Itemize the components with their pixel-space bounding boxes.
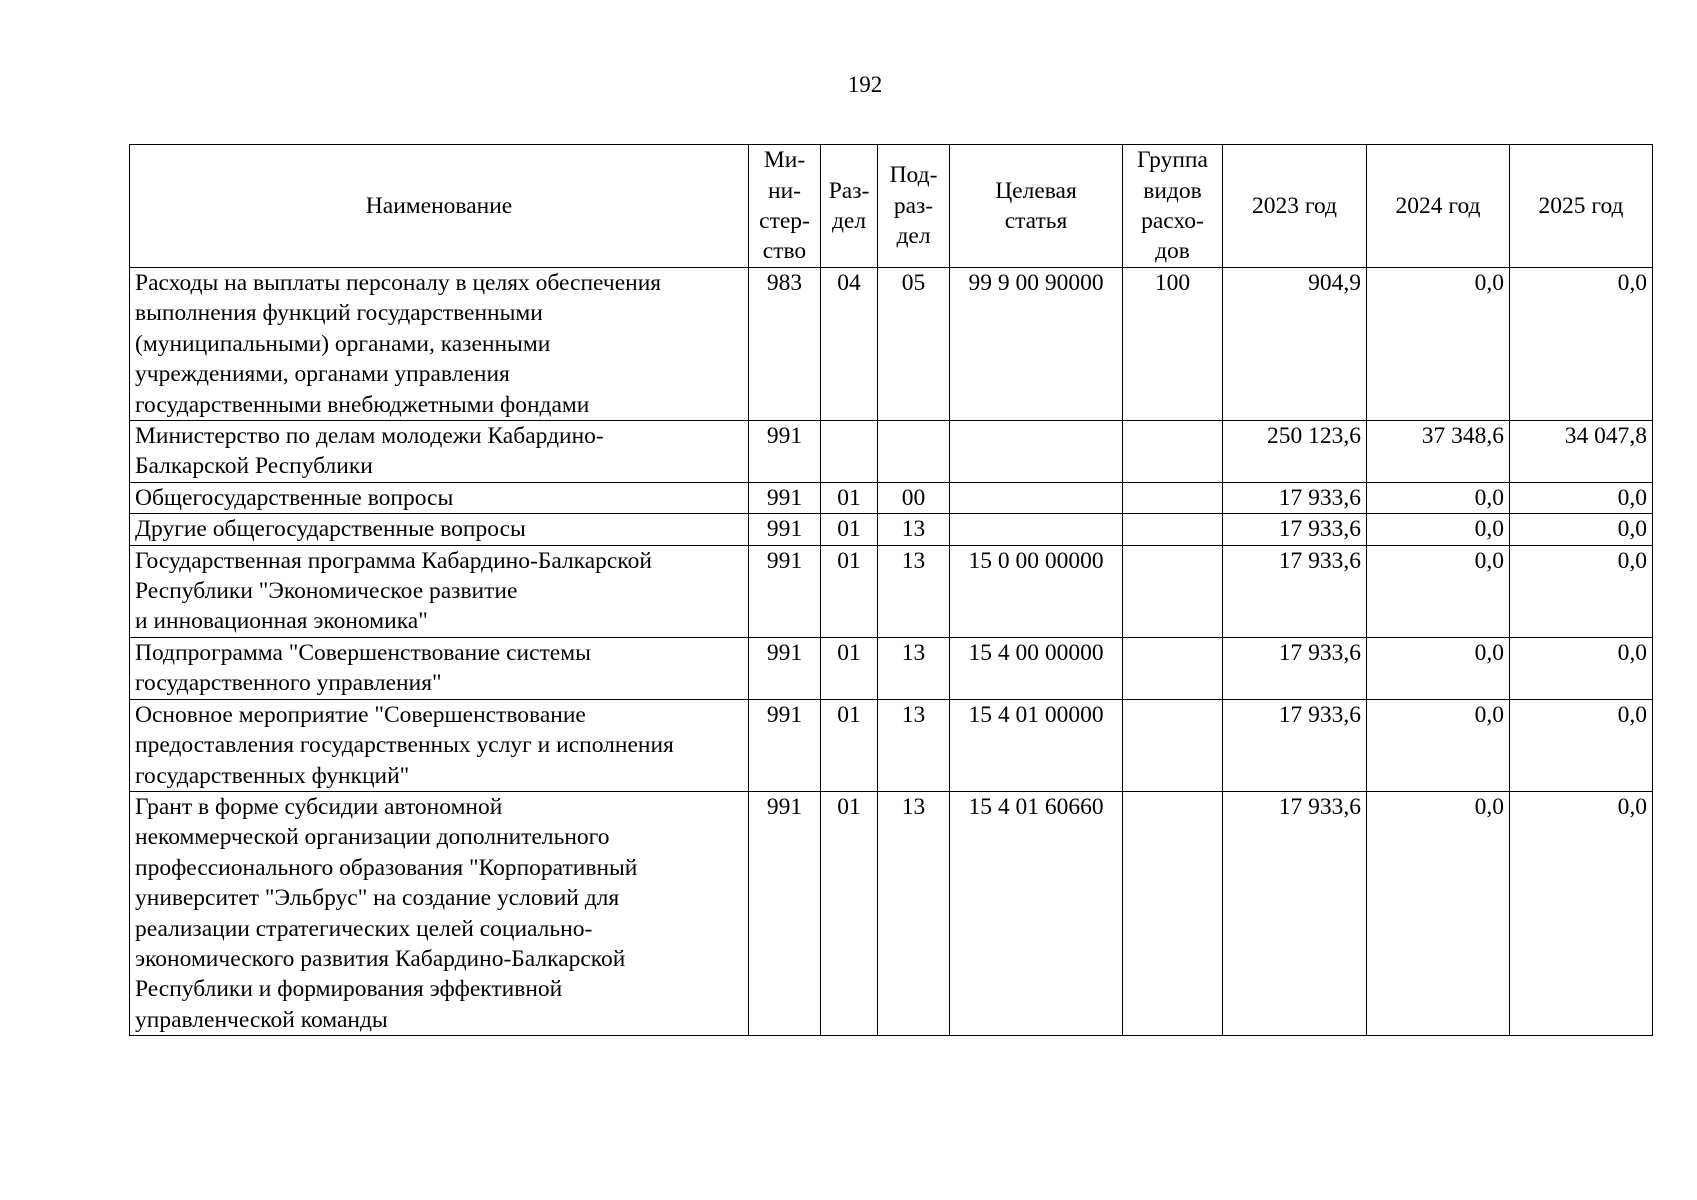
table-header <box>130 145 1653 268</box>
header-ministry: Ми- ни- стер- ство <box>749 145 821 268</box>
header-subsection: Под- раз- дел <box>878 145 950 268</box>
row-subsection: 00 <box>878 482 950 513</box>
row-subsection: 13 <box>878 791 950 1035</box>
row-ministry: 991 <box>749 637 821 699</box>
header-section: Раз- дел <box>821 145 878 268</box>
table-row <box>130 545 1653 637</box>
row-2024: 0,0 <box>1367 545 1510 637</box>
row-target: 15 0 00 00000 <box>950 545 1123 637</box>
row-ministry: 991 <box>749 791 821 1035</box>
row-2024: 0,0 <box>1367 637 1510 699</box>
row-name: Основное мероприятие "Совершенствование предоставления государственных услуг и исполнения государственных функций" <box>130 699 749 791</box>
row-target <box>950 482 1123 513</box>
header-2023: 2023 год <box>1223 145 1367 268</box>
row-ministry: 991 <box>749 421 821 483</box>
row-2023: 250 123,6 <box>1223 421 1367 483</box>
row-section: 01 <box>821 514 878 545</box>
table-row <box>130 268 1653 421</box>
table-row <box>130 421 1653 483</box>
row-ministry: 991 <box>749 514 821 545</box>
row-2025: 0,0 <box>1510 514 1653 545</box>
budget-table <box>129 144 1653 1036</box>
table-row <box>130 637 1653 699</box>
row-section: 01 <box>821 699 878 791</box>
row-target: 15 4 00 00000 <box>950 637 1123 699</box>
row-2024: 37 348,6 <box>1367 421 1510 483</box>
row-2025: 0,0 <box>1510 268 1653 421</box>
row-name: Министерство по делам молодежи Кабардино- Балкарской Республики <box>130 421 749 483</box>
row-name: Другие общегосударственные вопросы <box>130 514 749 545</box>
table-row <box>130 514 1653 545</box>
row-expense-group <box>1123 514 1223 545</box>
row-subsection: 13 <box>878 637 950 699</box>
row-2025: 0,0 <box>1510 545 1653 637</box>
row-target: 99 9 00 90000 <box>950 268 1123 421</box>
row-2023: 17 933,6 <box>1223 637 1367 699</box>
row-subsection <box>878 421 950 483</box>
row-section: 01 <box>821 637 878 699</box>
row-expense-group <box>1123 699 1223 791</box>
row-2023: 17 933,6 <box>1223 545 1367 637</box>
row-2025: 0,0 <box>1510 637 1653 699</box>
row-section: 01 <box>821 791 878 1035</box>
table-row <box>130 482 1653 513</box>
header-row <box>130 145 1653 268</box>
row-2024: 0,0 <box>1367 699 1510 791</box>
row-2024: 0,0 <box>1367 791 1510 1035</box>
row-2023: 17 933,6 <box>1223 514 1367 545</box>
row-section: 04 <box>821 268 878 421</box>
row-section: 01 <box>821 482 878 513</box>
row-ministry: 983 <box>749 268 821 421</box>
header-expense-group: Группа видов расхо- дов <box>1123 145 1223 268</box>
header-2024: 2024 год <box>1367 145 1510 268</box>
row-section: 01 <box>821 545 878 637</box>
row-expense-group <box>1123 421 1223 483</box>
row-name: Государственная программа Кабардино-Балкарской Республики "Экономическое развитие и инновационная экономика" <box>130 545 749 637</box>
row-2023: 17 933,6 <box>1223 482 1367 513</box>
row-name: Расходы на выплаты персоналу в целях обеспечения выполнения функций государственными (муниципальными) органами, казенными учреждениями, органами управления государственными внебюджетными фондами <box>130 268 749 421</box>
row-subsection: 13 <box>878 545 950 637</box>
row-target: 15 4 01 60660 <box>950 791 1123 1035</box>
header-target: Целевая статья <box>950 145 1123 268</box>
page-number: 192 <box>847 72 883 97</box>
row-name: Общегосударственные вопросы <box>130 482 749 513</box>
row-subsection: 13 <box>878 699 950 791</box>
table-row <box>130 699 1653 791</box>
row-2023: 904,9 <box>1223 268 1367 421</box>
row-target <box>950 421 1123 483</box>
row-section <box>821 421 878 483</box>
row-name: Грант в форме субсидии автономной некоммерческой организации дополнительного профессионального образования "Корпоративный университет "Эльбрус" на создание условий для реализации стратегических целей социально- экономического развития Кабардино-Балкарской Республики и формирования эффективной управленческой команды <box>130 791 749 1035</box>
row-2025: 0,0 <box>1510 699 1653 791</box>
row-target <box>950 514 1123 545</box>
row-2025: 34 047,8 <box>1510 421 1653 483</box>
row-target: 15 4 01 00000 <box>950 699 1123 791</box>
row-expense-group <box>1123 791 1223 1035</box>
header-2025: 2025 год <box>1510 145 1653 268</box>
row-2023: 17 933,6 <box>1223 791 1367 1035</box>
row-2025: 0,0 <box>1510 482 1653 513</box>
table-row <box>130 791 1653 1035</box>
row-name: Подпрограмма "Совершенствование системы государственного управления" <box>130 637 749 699</box>
row-expense-group <box>1123 482 1223 513</box>
row-2025: 0,0 <box>1510 791 1653 1035</box>
row-2024: 0,0 <box>1367 268 1510 421</box>
row-ministry: 991 <box>749 699 821 791</box>
row-2023: 17 933,6 <box>1223 699 1367 791</box>
row-subsection: 13 <box>878 514 950 545</box>
row-expense-group <box>1123 545 1223 637</box>
row-2024: 0,0 <box>1367 482 1510 513</box>
header-name: Наименование <box>130 145 749 268</box>
row-subsection: 05 <box>878 268 950 421</box>
row-2024: 0,0 <box>1367 514 1510 545</box>
row-ministry: 991 <box>749 545 821 637</box>
row-expense-group <box>1123 637 1223 699</box>
row-ministry: 991 <box>749 482 821 513</box>
table-body <box>130 268 1653 1036</box>
row-expense-group: 100 <box>1123 268 1223 421</box>
